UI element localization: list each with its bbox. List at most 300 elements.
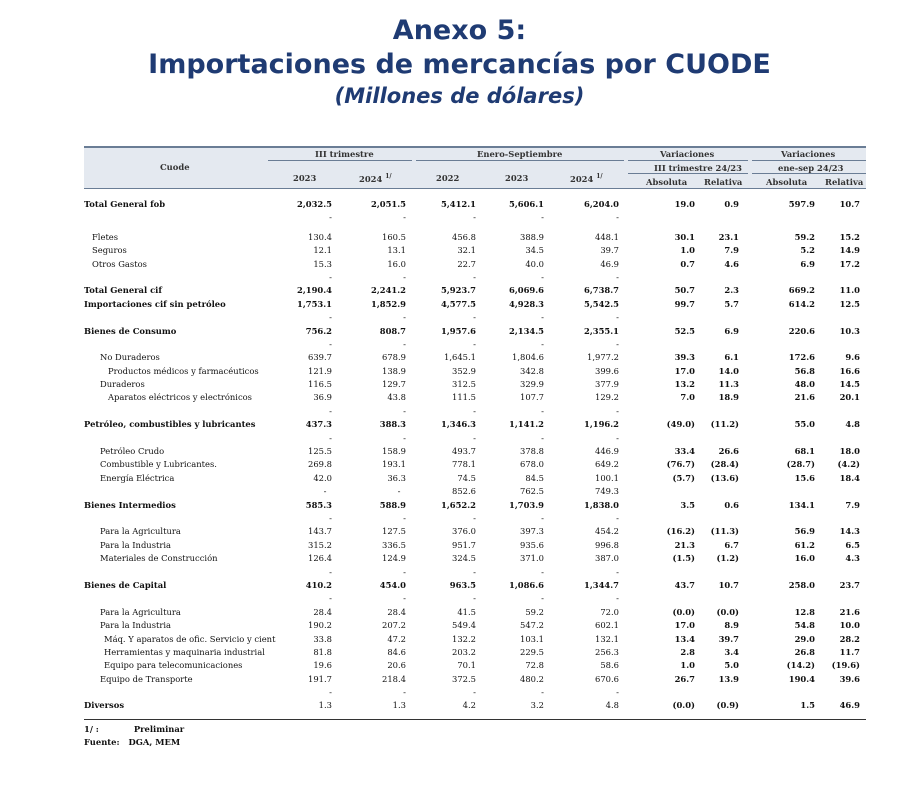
value-cell: 193.1 xyxy=(382,459,406,470)
value-cell: 4,577.5 xyxy=(441,298,476,309)
value-cell: 111.5 xyxy=(452,392,476,403)
value-cell: 17.2 xyxy=(839,258,860,269)
value-cell: 397.3 xyxy=(520,526,544,537)
value-cell: 2,134.5 xyxy=(509,325,544,336)
value-cell: 454.2 xyxy=(595,526,619,537)
value-cell: 549.4 xyxy=(452,620,476,631)
table-row xyxy=(84,525,866,538)
row-label: Para la Agricultura xyxy=(100,526,181,537)
value-cell: 2,190.4 xyxy=(297,285,332,296)
row-label: Duraderos xyxy=(100,379,145,390)
value-cell: 39.7 xyxy=(718,633,739,644)
separator-row xyxy=(84,271,866,284)
dash-cell: - xyxy=(541,593,544,604)
annex-units: (Millones de dólares) xyxy=(334,84,585,108)
row-label: Bienes de Consumo xyxy=(84,325,177,336)
value-cell: 6.7 xyxy=(724,539,739,550)
separator-row xyxy=(84,686,866,699)
separator-row xyxy=(84,405,866,418)
table-row xyxy=(84,231,866,244)
value-cell: 4.6 xyxy=(724,258,739,269)
row-label: Total General cif xyxy=(84,285,162,296)
value-cell: 121.9 xyxy=(308,365,332,376)
value-cell: 160.5 xyxy=(382,231,406,242)
header-q3-2024-year: 2024 xyxy=(359,173,383,184)
value-cell: 29.0 xyxy=(794,633,815,644)
value-cell: 4.8 xyxy=(605,700,619,711)
value-cell: 1,804.6 xyxy=(512,352,544,363)
value-cell: 55.0 xyxy=(794,419,815,430)
value-cell: 3.4 xyxy=(724,646,739,657)
value-cell: 132.2 xyxy=(452,633,476,644)
value-cell: 43.7 xyxy=(674,579,695,590)
value-cell: 1,753.1 xyxy=(297,298,332,309)
row-label: Petróleo Crudo xyxy=(100,446,165,457)
row-label: Herramientas y maquinaria industrial xyxy=(104,646,265,657)
table-row xyxy=(84,619,866,632)
value-cell: 41.5 xyxy=(457,606,476,617)
value-cell: 46.9 xyxy=(600,258,619,269)
value-cell: 15.6 xyxy=(794,472,815,483)
dash-cell: - xyxy=(473,312,476,323)
value-cell: - xyxy=(323,486,327,497)
value-cell: 72.0 xyxy=(600,606,619,617)
value-cell: (28.4) xyxy=(710,459,739,470)
value-cell: 1,344.7 xyxy=(584,579,619,590)
header-abs1: Absoluta xyxy=(646,177,688,187)
value-cell: 17.0 xyxy=(674,620,695,631)
value-cell: 99.7 xyxy=(674,298,695,309)
value-cell: (49.0) xyxy=(666,419,695,430)
value-cell: 18.9 xyxy=(718,392,739,403)
value-cell: 372.5 xyxy=(452,673,476,684)
value-cell: 43.8 xyxy=(387,392,406,403)
dash-cell: - xyxy=(616,312,619,323)
value-cell: 437.3 xyxy=(305,419,332,430)
row-label: Productos médicos y farmacéuticos xyxy=(108,365,259,376)
header-abs2: Absoluta xyxy=(766,177,808,187)
value-cell: 54.8 xyxy=(794,620,815,631)
value-cell: 129.7 xyxy=(382,379,406,390)
value-cell: 172.6 xyxy=(788,352,815,363)
row-label: Máq. Y aparatos de ofic. Servicio y cient xyxy=(104,633,276,644)
value-cell: 6.9 xyxy=(800,258,815,269)
value-cell: 125.5 xyxy=(308,446,332,457)
separator-row xyxy=(84,512,866,525)
row-label: Petróleo, combustibles y lubricantes xyxy=(84,419,256,430)
value-cell: 852.6 xyxy=(452,486,476,497)
value-cell: (0.0) xyxy=(672,700,695,711)
header-var2-sub: ene-sep 24/23 xyxy=(778,163,844,173)
value-cell: 2,051.5 xyxy=(371,199,406,209)
annex-title: Importaciones de mercancías por CUODE xyxy=(148,49,771,80)
value-cell: 2.3 xyxy=(724,285,739,296)
value-cell: 1.3 xyxy=(392,700,406,711)
table-row xyxy=(84,378,866,391)
table-row xyxy=(84,365,866,378)
value-cell: 6,069.6 xyxy=(509,285,544,296)
separator-row xyxy=(84,566,866,579)
value-cell: 127.5 xyxy=(382,526,406,537)
dash-cell: - xyxy=(616,593,619,604)
value-cell: 1,196.2 xyxy=(584,419,619,430)
value-cell: 56.8 xyxy=(794,365,815,376)
value-cell: 36.9 xyxy=(313,392,332,403)
header-es-2024-note: 1/ xyxy=(596,173,603,180)
value-cell: 23.1 xyxy=(718,231,739,242)
separator-row xyxy=(84,211,866,224)
value-cell: 639.7 xyxy=(308,352,332,363)
value-cell: 12.5 xyxy=(839,298,860,309)
value-cell: 36.3 xyxy=(387,472,406,483)
header-q3-2023: 2023 xyxy=(293,173,317,183)
value-cell: 143.7 xyxy=(308,526,332,537)
dash-cell: - xyxy=(541,212,544,223)
value-cell: 72.8 xyxy=(525,660,544,671)
header-es-2024 xyxy=(570,173,603,184)
value-cell: 16.0 xyxy=(794,553,815,564)
row-label: Aparatos eléctricos y electrónicos xyxy=(108,392,252,403)
value-cell: 1,703.9 xyxy=(509,499,544,510)
dash-cell: - xyxy=(473,512,476,523)
row-label: Seguros xyxy=(92,245,127,256)
value-cell: (16.2) xyxy=(666,526,695,537)
value-cell: (0.9) xyxy=(716,700,739,711)
table-row xyxy=(84,633,866,646)
row-label: Bienes de Capital xyxy=(84,579,167,590)
value-cell: (0.0) xyxy=(672,606,695,617)
dash-cell: - xyxy=(541,566,544,577)
value-cell: 378.8 xyxy=(520,446,544,457)
dash-cell: - xyxy=(616,212,619,223)
table-body xyxy=(84,189,866,713)
value-cell: 20.6 xyxy=(387,660,406,671)
value-cell: 935.6 xyxy=(520,539,544,550)
value-cell: 33.8 xyxy=(313,633,332,644)
dash-cell: - xyxy=(616,271,619,282)
value-cell: 3.2 xyxy=(530,700,544,711)
value-cell: 2,355.1 xyxy=(584,325,619,336)
table-row xyxy=(84,552,866,565)
value-cell: 4.8 xyxy=(845,419,860,430)
value-cell: 1,652.2 xyxy=(441,499,476,510)
separator-row xyxy=(84,432,866,445)
value-cell: 124.9 xyxy=(382,553,406,564)
value-cell: 1,977.2 xyxy=(587,352,619,363)
dash-cell: - xyxy=(329,512,332,523)
dash-cell: - xyxy=(616,338,619,349)
value-cell: 59.2 xyxy=(794,231,815,242)
table-bottom-rule xyxy=(84,719,866,720)
value-cell: 4,928.3 xyxy=(509,298,544,309)
row-label: Combustible y Lubricantes. xyxy=(100,459,217,470)
value-cell: 18.4 xyxy=(839,472,860,483)
value-cell: 190.4 xyxy=(788,673,815,684)
value-cell: 15.3 xyxy=(313,258,332,269)
value-cell: 126.4 xyxy=(308,553,332,564)
row-label: Total General fob xyxy=(84,199,166,209)
value-cell: 312.5 xyxy=(452,379,476,390)
table-row xyxy=(84,458,866,471)
value-cell: 996.8 xyxy=(595,539,619,550)
table-row xyxy=(84,539,866,552)
value-cell: 329.9 xyxy=(520,379,544,390)
dash-cell: - xyxy=(403,432,406,443)
value-cell: 7.9 xyxy=(845,499,860,510)
row-label: No Duraderos xyxy=(100,352,160,363)
dash-cell: - xyxy=(541,512,544,523)
value-cell: 377.9 xyxy=(595,379,619,390)
dash-cell: - xyxy=(329,212,332,223)
table-row xyxy=(84,499,866,512)
value-cell: 10.0 xyxy=(839,620,860,631)
value-cell: 19.0 xyxy=(674,199,695,209)
separator-row xyxy=(84,311,866,324)
value-cell: 5,606.1 xyxy=(509,199,544,209)
table-row xyxy=(84,579,866,592)
value-cell: 597.9 xyxy=(788,199,815,209)
value-cell: 13.2 xyxy=(674,379,695,390)
value-cell: 352.9 xyxy=(452,365,476,376)
table-row xyxy=(84,258,866,271)
header-es-2023: 2023 xyxy=(505,173,529,183)
value-cell: 26.7 xyxy=(674,673,695,684)
dash-cell: - xyxy=(541,271,544,282)
value-cell: 116.5 xyxy=(308,379,332,390)
value-cell: 10.7 xyxy=(718,579,739,590)
dash-cell: - xyxy=(473,593,476,604)
value-cell: 315.2 xyxy=(308,539,332,550)
row-label: Para la Industria xyxy=(100,539,172,550)
annex-number: Anexo 5: xyxy=(392,15,527,46)
value-cell: 58.6 xyxy=(600,660,619,671)
value-cell: 388.3 xyxy=(379,419,406,430)
document-title xyxy=(0,14,919,110)
value-cell: 371.0 xyxy=(520,553,544,564)
value-cell: 1,645.1 xyxy=(444,352,476,363)
value-cell: 16.0 xyxy=(387,258,406,269)
table-row xyxy=(84,646,866,659)
value-cell: 23.7 xyxy=(839,579,860,590)
value-cell: 13.9 xyxy=(718,673,739,684)
value-cell: 7.9 xyxy=(724,245,739,256)
value-cell: 15.2 xyxy=(839,231,860,242)
value-cell: 68.1 xyxy=(794,446,815,457)
value-cell: 1.5 xyxy=(800,700,815,711)
header-es-2022: 2022 xyxy=(436,173,460,183)
row-label: Energía Eléctrica xyxy=(100,472,175,483)
value-cell: 410.2 xyxy=(305,579,332,590)
dash-cell: - xyxy=(541,432,544,443)
value-cell: 6,204.0 xyxy=(584,199,619,209)
row-label: Para la Industria xyxy=(100,620,172,631)
dash-cell: - xyxy=(616,432,619,443)
value-cell: 3.5 xyxy=(680,499,695,510)
value-cell: 446.9 xyxy=(595,446,619,457)
row-label: Diversos xyxy=(84,700,125,711)
value-cell: 14.3 xyxy=(839,526,860,537)
value-cell: 480.2 xyxy=(520,673,544,684)
value-cell: 39.6 xyxy=(839,673,860,684)
value-cell: 18.0 xyxy=(839,446,860,457)
value-cell: 33.4 xyxy=(674,446,695,457)
row-label: Bienes Intermedios xyxy=(84,499,176,510)
value-cell: 5.2 xyxy=(800,245,815,256)
value-cell: 21.3 xyxy=(674,539,695,550)
dash-cell: - xyxy=(541,338,544,349)
value-cell: 28.4 xyxy=(387,606,406,617)
value-cell: 46.9 xyxy=(839,700,860,711)
dash-cell: - xyxy=(329,593,332,604)
source-key: Fuente: xyxy=(84,736,120,747)
dash-cell: - xyxy=(403,312,406,323)
value-cell: 14.9 xyxy=(839,245,860,256)
value-cell: 5,412.1 xyxy=(441,199,476,209)
value-cell: 52.5 xyxy=(674,325,695,336)
value-cell: 256.3 xyxy=(595,646,619,657)
separator-row xyxy=(84,592,866,605)
value-cell: 13.1 xyxy=(387,245,406,256)
value-cell: 614.2 xyxy=(788,298,815,309)
value-cell: 778.1 xyxy=(452,459,476,470)
value-cell: 14.0 xyxy=(718,365,739,376)
dash-cell: - xyxy=(473,432,476,443)
value-cell: 9.6 xyxy=(845,352,860,363)
value-cell: 19.6 xyxy=(313,660,332,671)
value-cell: 6.5 xyxy=(845,539,860,550)
table-row xyxy=(84,418,866,431)
value-cell: 448.1 xyxy=(595,231,619,242)
value-cell: 456.8 xyxy=(452,231,476,242)
value-cell: 14.5 xyxy=(839,379,860,390)
value-cell: 5.7 xyxy=(724,298,739,309)
dash-cell: - xyxy=(473,687,476,698)
value-cell: 207.2 xyxy=(382,620,406,631)
value-cell: 336.5 xyxy=(382,539,406,550)
dash-cell: - xyxy=(541,405,544,416)
table-row xyxy=(84,391,866,404)
value-cell: 11.0 xyxy=(839,285,860,296)
dash-cell: - xyxy=(616,512,619,523)
dash-cell: - xyxy=(473,405,476,416)
table-row xyxy=(84,351,866,364)
value-cell: 84.6 xyxy=(387,646,406,657)
value-cell: 191.7 xyxy=(308,673,332,684)
value-cell: 16.6 xyxy=(839,365,860,376)
table-row xyxy=(84,325,866,338)
value-cell: 678.9 xyxy=(382,352,406,363)
value-cell: 11.3 xyxy=(718,379,739,390)
dash-cell: - xyxy=(403,405,406,416)
value-cell: 1,086.6 xyxy=(509,579,544,590)
value-cell: 588.9 xyxy=(379,499,406,510)
value-cell: 8.9 xyxy=(724,620,739,631)
value-cell: 59.2 xyxy=(525,606,544,617)
header-rel2: Relativa xyxy=(825,177,864,187)
row-label: Equipo de Transporte xyxy=(100,673,193,684)
value-cell: 107.7 xyxy=(520,392,544,403)
value-cell: 493.7 xyxy=(452,446,476,457)
value-cell: 1,852.9 xyxy=(371,298,406,309)
value-cell: 342.8 xyxy=(520,365,544,376)
value-cell: 5,923.7 xyxy=(441,285,476,296)
value-cell: 399.6 xyxy=(595,365,619,376)
value-cell: 28.2 xyxy=(839,633,860,644)
value-cell: 12.1 xyxy=(313,245,332,256)
value-cell: 13.4 xyxy=(674,633,695,644)
value-cell: (1.2) xyxy=(716,553,739,564)
dash-cell: - xyxy=(329,271,332,282)
value-cell: 0.9 xyxy=(724,199,739,209)
value-cell: 649.2 xyxy=(595,459,619,470)
value-cell: 10.7 xyxy=(839,199,860,209)
value-cell: 756.2 xyxy=(305,325,332,336)
value-cell: (11.2) xyxy=(710,419,739,430)
value-cell: 6,738.7 xyxy=(584,285,619,296)
header-q3-2024 xyxy=(359,173,392,184)
table-row xyxy=(84,485,866,498)
value-cell: 158.9 xyxy=(382,446,406,457)
value-cell: 81.8 xyxy=(313,646,332,657)
table-row xyxy=(84,606,866,619)
value-cell: 951.7 xyxy=(452,539,476,550)
value-cell: 26.6 xyxy=(718,446,739,457)
value-cell: 808.7 xyxy=(379,325,406,336)
value-cell: (4.2) xyxy=(837,459,860,470)
table-row xyxy=(84,445,866,458)
value-cell: 1,141.2 xyxy=(509,419,544,430)
value-cell: 388.9 xyxy=(520,231,544,242)
value-cell: 61.2 xyxy=(794,539,815,550)
dash-cell: - xyxy=(473,566,476,577)
value-cell: 47.2 xyxy=(387,633,406,644)
value-cell: 2.8 xyxy=(680,646,695,657)
value-cell: 4.3 xyxy=(845,553,860,564)
value-cell: 40.0 xyxy=(525,258,544,269)
value-cell: 39.3 xyxy=(674,352,695,363)
value-cell: 218.4 xyxy=(382,673,406,684)
value-cell: 190.2 xyxy=(308,620,332,631)
dash-cell: - xyxy=(403,212,406,223)
dash-cell: - xyxy=(329,312,332,323)
table-row xyxy=(84,198,866,211)
value-cell: 762.5 xyxy=(520,486,544,497)
footnote-key: 1/ : xyxy=(84,723,99,734)
table-row xyxy=(84,244,866,257)
value-cell: (1.5) xyxy=(672,553,695,564)
value-cell: 74.5 xyxy=(457,472,476,483)
value-cell: 1,346.3 xyxy=(441,419,476,430)
value-cell: 269.8 xyxy=(308,459,332,470)
value-cell: 1,838.0 xyxy=(584,499,619,510)
value-cell: 42.0 xyxy=(313,472,332,483)
dash-cell: - xyxy=(403,593,406,604)
value-cell: 749.3 xyxy=(595,486,619,497)
value-cell: 130.4 xyxy=(308,231,332,242)
value-cell: 138.9 xyxy=(382,365,406,376)
value-cell: 70.1 xyxy=(457,660,476,671)
value-cell: (13.6) xyxy=(710,472,739,483)
value-cell: 670.6 xyxy=(595,673,619,684)
value-cell: 602.1 xyxy=(595,620,619,631)
header-rel1: Relativa xyxy=(704,177,743,187)
dash-cell: - xyxy=(616,687,619,698)
dash-cell: - xyxy=(616,405,619,416)
row-label: Otros Gastos xyxy=(92,258,147,269)
value-cell: 21.6 xyxy=(839,606,860,617)
value-cell: 32.1 xyxy=(457,245,476,256)
value-cell: 229.5 xyxy=(520,646,544,657)
